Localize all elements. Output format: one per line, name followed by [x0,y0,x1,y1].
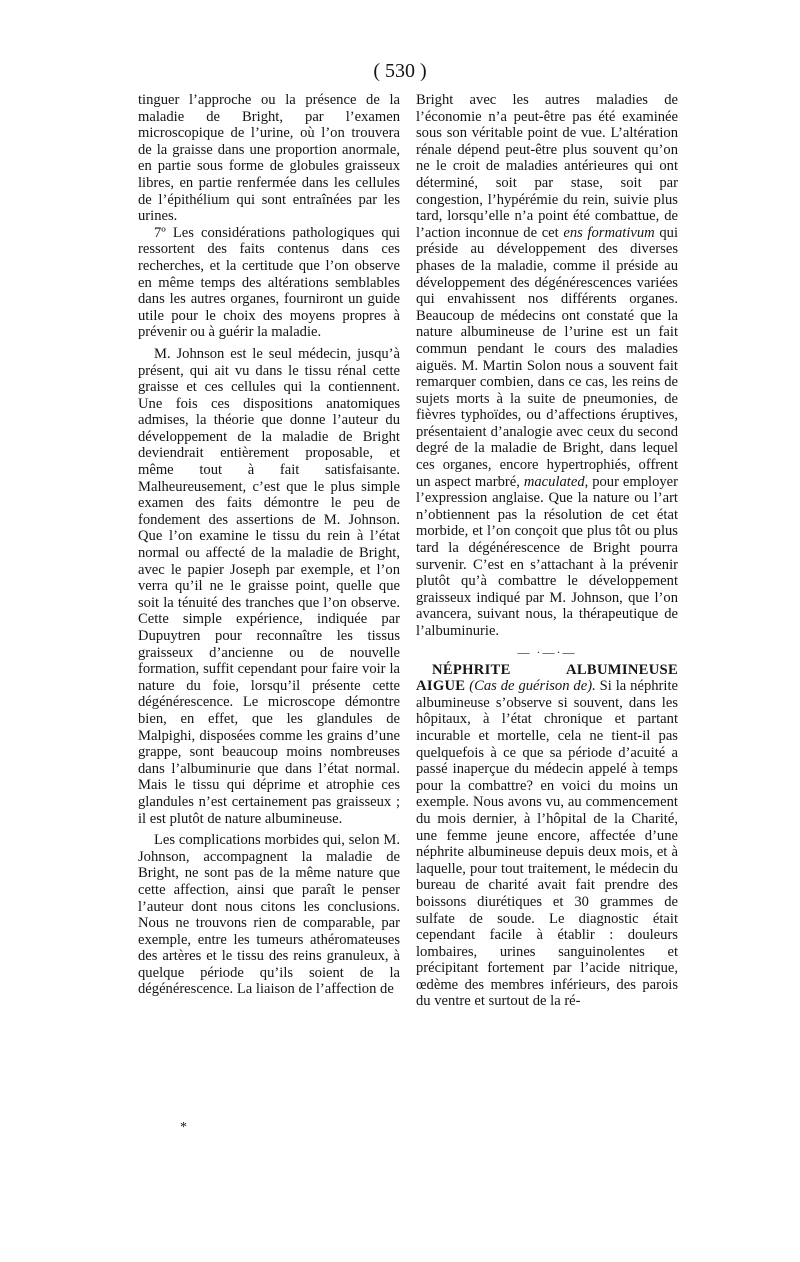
left-column [138,92,400,998]
paragraph-johnson: M. Johnson est le seul médecin, jusqu’à présent, qui ait vu dans le tissu rénal cette graisse et ces cellules qui la contiennent. Une fois ces dispositions anatomiques admises, la théorie que donne l’auteur du développement de la maladie de Bright deviendrait entièrement proposable, et même tout à fait satisfaisante. Malheureusement, c’est que le plus simple examen des faits démontre le peu de fondement des assertions de M. Johnson. Que l’on examine le tissu du rein à l’état normal ou affecté de la maladie de Bright, avec le papier Joseph par exemple, et l’on verra qu’il ne le graisse point, quelle que soit la ténuité des tranches que l’on observe. Cette simple expérience, indiquée par Dupuytren pour reconnaître les tissus graisseux d’ancienne ou de nouvelle formation, suffit cependant pour faire voir la nature du foie, lorsqu’il présente cette dégénérescence. Le microscope démontre bien, en effet, que les glandules de Malpighi, disposées comme les grains d’une grappe, sont beaucoup moins nombreuses dans l’albuminurie que dans l’état normal. Mais le tissu qui déprime et atrophie ces glandules n’est certainement pas graisseux ; il est plutôt de nature albumineuse. [138,345,400,827]
text-segment: qui préside au développement des diverses phases de la maladie, comme il préside au développement des dégénérescences variées qui envahissent nos différents organes. Beaucoup de médecins ont constaté que la nature albumineuse de l’urine est un fait commun pendant le cours des maladies aiguës. M. Martin Solon nous a souvent fait remarquer combien, dans ce cas, les reins de sujets morts à la suite de pneumonies, de fièvres typhoïdes, ou d’affections éruptives, présentaient d’analogie avec ceux du second degré de la maladie de Bright, dans lequel ces organes, encore hypertrophiés, offrent un aspect marbré, [416,224,678,490]
italic-term: maculated [523,473,585,490]
section-heading: NÉPHRITE ALBUMINEUSE AIGUE [416,661,678,695]
paragraph-complications: Les complications morbides qui, selon M. Johnson, accompagnent la maladie de Bright, ne sont pas de la même nature que cette affection, ainsi que paraît le penser l’auteur dont nous citons les conclusions. Nous ne trouvons rien de comparable, par exemple, entre les tumeurs athéromateuses des artères et le tissu des reins granuleux, à quelque période qu’ils soient de la dégénérescence. La liaison de l’affection de [138,832,400,998]
italic-term: ens formativum [563,224,655,241]
paragraph-bright-continuation [416,92,678,640]
page-number: ( 530 ) [373,60,427,82]
text-segment: Si la néphrite albumineuse s’observe si souvent, dans les hôpitaux, à l’état chronique et partant incurable et mortelle, cela ne tient-il pas quelquefois à ce que sa période d’acuité a passé inaperçue du médecin appelé à temps pour la combattre? en voici du moins un exemple. Nous avons vu, au commencement du mois dernier, à l’hôpital de la Charité, une femme jeune encore, affectée d’une néphrite albumineuse depuis deux mois, et à laquelle, pour tout traitement, le médecin du bureau de charité avait fait prendre des boissons diurétiques et 30 grammes de sulfate de soude. Le diagnostic était cependant facile à établir : douleurs lombaires, urines sanguinolentes et précipitant fortement par l’acide nitrique, œdème des membres inférieurs, des parois du ventre et surtout de la ré- [416,678,678,1010]
text-segment: , pour employer l’expression anglaise. Que la nature ou l’art n’obtiennent pas la résolution de cet état morbide, et l’on conçoit que plus tôt ou plus tard la dégénérescence de Bright pourra survenir. C’est en s’attachant à la prévenir plutôt qu’à combattre le développement graisseux indiqué par M. Johnson, que l’on avancera, suivant nous, la thérapeutique de l’albuminurie. [416,473,678,639]
paragraph-continuation: tinguer l’approche ou la présence de la maladie de Bright, par l’examen microscopique de l’urine, où l’on trouvera de la graisse dans une proportion anormale, en partie sous forme de globules graisseux libres, en partie renfermée dans les cellules de l’épithélium qui sont entraînées par les urines. [138,92,400,225]
section-separator: — ·—·— [517,644,577,659]
right-column [416,92,678,1010]
text-segment: Bright avec les autres maladies de l’économie n’a peut-être pas été examinée sous son véritable point de vue. L’altération rénale dépend peut-être plus souvent qu’on ne le croit de maladies antérieures qui ont déterminé, soit par stase, soit par congestion, l’hypérémie du rein, suivie plus tard, lorsqu’elle n’a point été combattue, de l’action inconnue de cet [416,92,678,241]
footer-mark: * [180,1120,187,1135]
paragraph-nephrite [416,662,678,1010]
section-subheading: (Cas de guérison de). [469,678,596,695]
paragraph-conclusion-7: 7º Les considérations pathologiques qui ressortent des faits contenus dans ces recherches, et la certitude que l’on observe en même temps des altérations semblables dans les autres organes, fourniront un guide utile pour le choix des moyens propres à prévenir ou à guérir la maladie. [138,224,400,341]
